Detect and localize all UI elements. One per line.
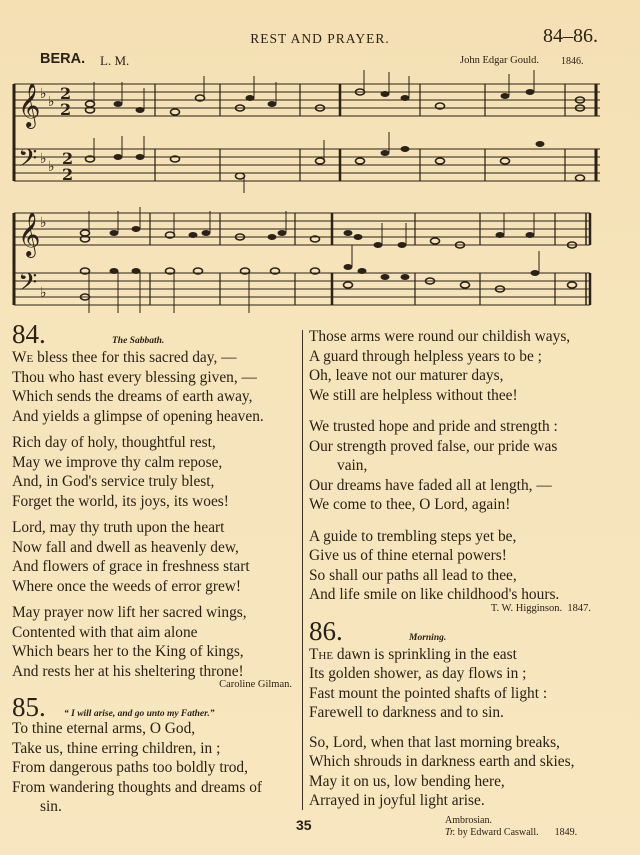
sheet-music-staff <box>10 195 610 313</box>
verse-line: We still are helpless without thee! <box>309 386 518 404</box>
verse-line: Lord, may thy truth upon the heart <box>12 519 225 536</box>
svg-text:2: 2 <box>62 165 74 184</box>
verse-line: Give us of thine eternal powers! <box>309 547 507 564</box>
composer: John Edgar Gould. <box>460 55 540 66</box>
tune-meter: L. M. <box>100 53 130 68</box>
verse-line: Contented with that aim alone <box>12 623 198 641</box>
verse-line: So, Lord, when that last morning breaks, <box>309 733 560 751</box>
hymn-title: “ I will arise, and go unto my Father.” <box>64 709 215 719</box>
svg-text:𝄢: 𝄢 <box>18 144 38 179</box>
hymn-title: The Sabbath. <box>112 336 165 346</box>
hymn-86-attribution: Ambrosian. Tr. by Edward Caswall. 1849. <box>445 815 578 838</box>
verse-line: Which bears her to the King of kings, <box>12 643 244 660</box>
verse-line: And yields a glimpse of opening heaven. <box>12 407 264 425</box>
verse-line: Rich day of holy, thoughtful rest, <box>12 434 216 451</box>
hymn-number: 85. <box>12 692 46 722</box>
verse-line: Thou who hast every blessing given, — <box>12 368 257 386</box>
stanza <box>309 527 599 605</box>
composer-year: 1846. <box>561 56 584 67</box>
verse-line: Those arms were round our childish ways, <box>309 328 571 345</box>
verse-line: Its golden shower, as day flows in ; <box>309 665 527 682</box>
verse-line: From dangerous paths too boldly trod, <box>12 759 248 776</box>
stanza <box>309 417 599 515</box>
verse-line: Now fall and dwell as heavenly dew, <box>12 538 239 556</box>
svg-text:𝄞: 𝄞 <box>18 212 41 256</box>
verse-line: We trusted hope and pride and strength : <box>309 418 558 435</box>
music-system-1 <box>10 68 600 193</box>
stanza <box>12 348 297 426</box>
hymn-number-range: 84–86. <box>543 25 598 47</box>
hymn-number: 84. <box>12 319 46 349</box>
svg-text:♭: ♭ <box>40 215 47 231</box>
svg-text:𝄞: 𝄞 <box>18 83 41 127</box>
verse-line: Which sends the dreams of earth away, <box>12 388 253 405</box>
verse-line: So shall our paths all lead to thee, <box>309 566 517 584</box>
verse-line: vain, <box>337 457 368 474</box>
hymn-title: Morning. <box>409 632 447 643</box>
hymn-number: 86. <box>309 615 343 646</box>
hymn-84 <box>12 320 297 691</box>
verse-line: A guide to trembling steps yet be, <box>309 527 517 545</box>
sheet-music-staff <box>10 68 610 193</box>
svg-text:𝄢: 𝄢 <box>18 268 38 303</box>
verse-line: The dawn is sprinkling in the east <box>309 645 517 663</box>
verse-line: And flowers of grace in freshness start <box>12 558 250 575</box>
verse-line: Which shrouds in darkness earth and skies, <box>309 753 575 770</box>
hymn-86 <box>309 617 599 811</box>
right-text-column <box>309 327 599 818</box>
tune-name: BERA. <box>40 51 86 67</box>
verse-line: Take us, thine erring children, in ; <box>12 739 221 757</box>
svg-text:♭: ♭ <box>40 151 47 167</box>
page-number: 35 <box>296 817 312 833</box>
verse-line: Forget the world, its joys, its woes! <box>12 492 229 510</box>
verse-line: Oh, leave not our maturer days, <box>309 367 504 384</box>
verse-line: We come to thee, O Lord, again! <box>309 496 511 513</box>
svg-text:♭: ♭ <box>40 285 47 301</box>
column-divider <box>302 330 303 810</box>
svg-text:♭: ♭ <box>48 94 55 110</box>
svg-text:2: 2 <box>60 100 72 119</box>
stanza <box>309 327 599 405</box>
stanza <box>12 518 297 596</box>
verse-line: And life smile on like childhood's hours. <box>309 586 560 603</box>
stanza <box>12 719 297 817</box>
left-text-column <box>12 320 297 824</box>
svg-text:2: 2 <box>62 149 74 168</box>
running-head: REST AND PRAYER. <box>250 31 390 46</box>
verse-line: May we improve thy calm repose, <box>12 453 223 471</box>
verse-line: Arrayed in joyful light arise. <box>309 792 485 809</box>
verse-line: From wandering thoughts and dreams of <box>12 778 263 796</box>
hymn-85 <box>12 693 297 817</box>
stanza <box>12 433 297 511</box>
verse-line: And rests her at his sheltering throne! <box>12 662 244 680</box>
verse-line: We bless thee for this sacred day, — <box>12 349 237 366</box>
verse-line: Our strength proved false, our pride was <box>309 437 558 455</box>
verse-line: And, in God's service truly blest, <box>12 473 215 490</box>
verse-line: Where once the weeds of error grew! <box>12 577 242 595</box>
stanza <box>309 645 599 723</box>
author-attribution: Caroline Gilman. <box>219 679 292 690</box>
verse-line: Farewell to darkness and to sin. <box>309 704 504 721</box>
verse-line: May it on us, low bending here, <box>309 772 505 790</box>
stanza <box>12 603 297 681</box>
stanza <box>309 733 599 811</box>
verse-line: To thine eternal arms, O God, <box>12 720 196 737</box>
svg-text:♭: ♭ <box>40 86 47 102</box>
author-attribution: T. W. Higginson. 1847. <box>490 602 591 614</box>
svg-text:2: 2 <box>60 84 72 103</box>
verse-line: sin. <box>40 798 62 815</box>
verse-line: May prayer now lift her sacred wings, <box>12 604 247 621</box>
verse-line: A guard through helpless years to be ; <box>309 347 542 365</box>
music-system-2 <box>10 195 600 313</box>
svg-text:♭: ♭ <box>48 159 55 175</box>
verse-line: Fast mount the pointed shafts of light : <box>309 684 548 702</box>
verse-line: Our dreams have faded all at length, — <box>309 476 552 494</box>
